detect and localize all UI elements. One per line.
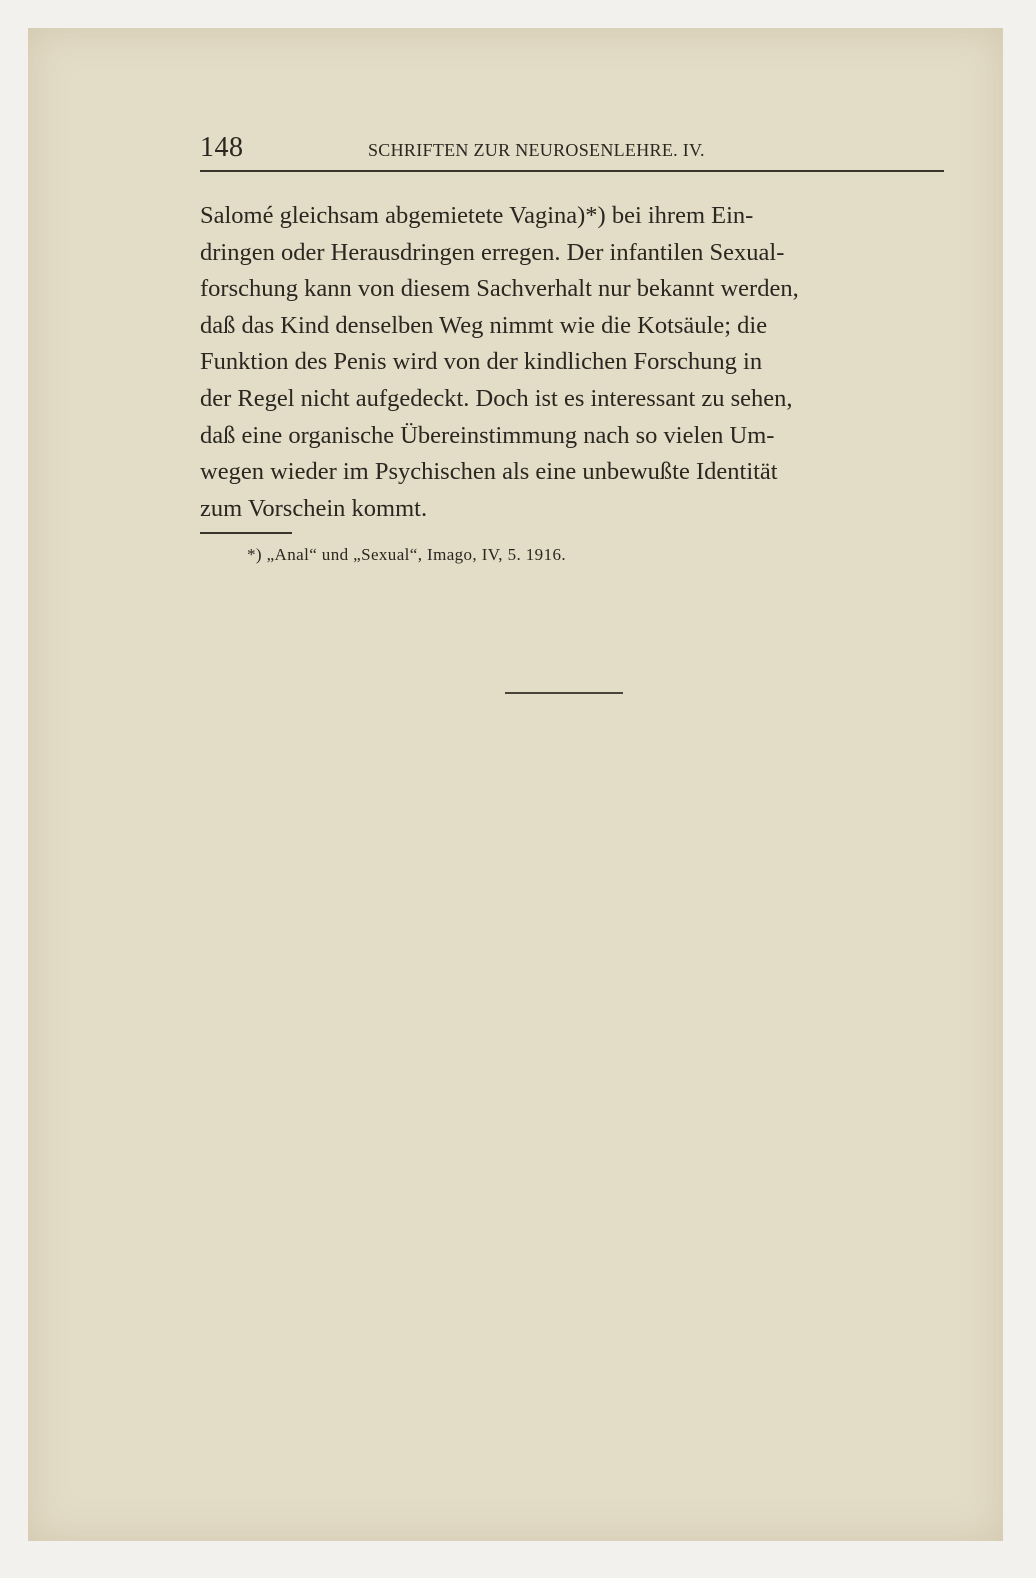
body-paragraph: Salomé gleichsam abgemietete Vagina)*) bei ihrem Ein- dringen oder Herausdringen erregen. Der infantilen Sexual- forschung kann von diesem Sachverhalt nur bekannt werden, daß das Kind denselben Weg nimmt wie die Kotsäule; die Funktion des Penis wird von der kindlichen Forschung in der Regel nicht aufgedeckt. Doch ist es interessant zu sehen, daß eine organische Übereinstimmung nach so vielen Um- wegen wieder im Psychischen als eine unbewußte Identität zum Vorschein kommt.: [200, 202, 799, 522]
section-end-rule: [505, 692, 623, 694]
page-number: 148: [200, 132, 244, 163]
page-header: [200, 128, 944, 172]
footnote: *) „Anal“ und „Sexual“, Imago, IV, 5. 1916.: [247, 545, 567, 564]
running-head: SCHRIFTEN ZUR NEUROSENLEHRE. IV.: [368, 140, 705, 160]
footnote-divider: [200, 532, 292, 534]
